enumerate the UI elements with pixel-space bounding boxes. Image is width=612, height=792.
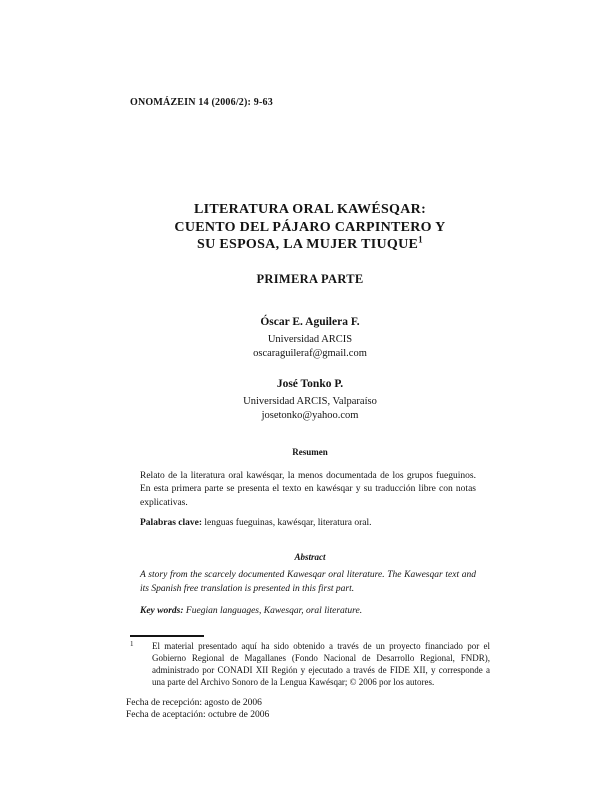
author-block-2	[130, 377, 490, 422]
footnote	[130, 640, 490, 688]
abstract-keywords-label: Key words:	[140, 606, 184, 616]
title-block	[130, 201, 490, 254]
author-1-affiliation: Universidad ARCIS	[267, 333, 353, 345]
abstract-keywords: Fuegian languages, Kawesqar, oral literature.	[183, 606, 363, 616]
dates-block	[126, 698, 490, 721]
paper-title-line-1: LITERATURA ORAL KAWÉSQAR:	[193, 202, 427, 217]
resumen-keywords-label: Palabras clave:	[140, 518, 203, 528]
footnote-marker: 1	[130, 640, 134, 648]
author-2-name: José Tonko P.	[276, 377, 344, 390]
resumen-heading: Resumen	[292, 446, 328, 457]
paper-title-line-2: CUENTO DEL PÁJARO CARPINTERO Y	[174, 219, 446, 235]
abstract-body: A story from the scarcely documented Kawesqar oral literature. The Kawesqar text and its Spanish free translation is presented in this first part.	[140, 570, 476, 594]
title-footnote-reference: 1	[418, 234, 423, 245]
author-2-email: josetonko@yahoo.com	[261, 409, 359, 421]
footnote-separator-rule	[130, 635, 204, 637]
footnote-text: El material presentado aquí ha sido obtenido a través de un proyecto financiado por el Gobierno Regional de Magallanes (Fondo Nacional de Desarrollo Regional, FNDR), administrado por CONADI XII Región y ejecutado a través de FIDE XII, y corresponde a una parte del Archivo Sonoro de la Lengua Kawésqar; © 2006 por los autores.	[152, 641, 490, 687]
paper-title-line-3-text: SU ESPOSA, LA MUJER TIUQUE	[197, 237, 419, 252]
author-2-affiliation: Universidad ARCIS, Valparaíso	[243, 395, 377, 407]
paper-title-line-3	[130, 236, 490, 254]
abstract-keywords-line	[140, 605, 476, 617]
abstract-heading: Abstract	[294, 552, 326, 562]
author-block-1	[130, 315, 490, 360]
author-1-email: oscaraguileraf@gmail.com	[253, 347, 367, 359]
resumen-body: Relato de la literatura oral kawésqar, la menos documentada de los grupos fueguinos. En esta primera parte se presenta el texto en kawésqar y su traducción libre con notas explicativas.	[140, 470, 476, 508]
paper-subtitle: PRIMERA PARTE	[256, 271, 364, 286]
author-1-name: Óscar E. Aguilera F.	[260, 315, 360, 328]
date-received: Fecha de recepción: agosto de 2006	[126, 698, 262, 708]
resumen-keywords: lenguas fueguinas, kawésqar, literatura oral.	[202, 518, 372, 528]
date-accepted: Fecha de aceptación: octubre de 2006	[126, 709, 270, 720]
journal-header: ONOMÁZEIN 14 (2006/2): 9-63	[130, 97, 273, 108]
resumen-keywords-line	[140, 517, 476, 529]
